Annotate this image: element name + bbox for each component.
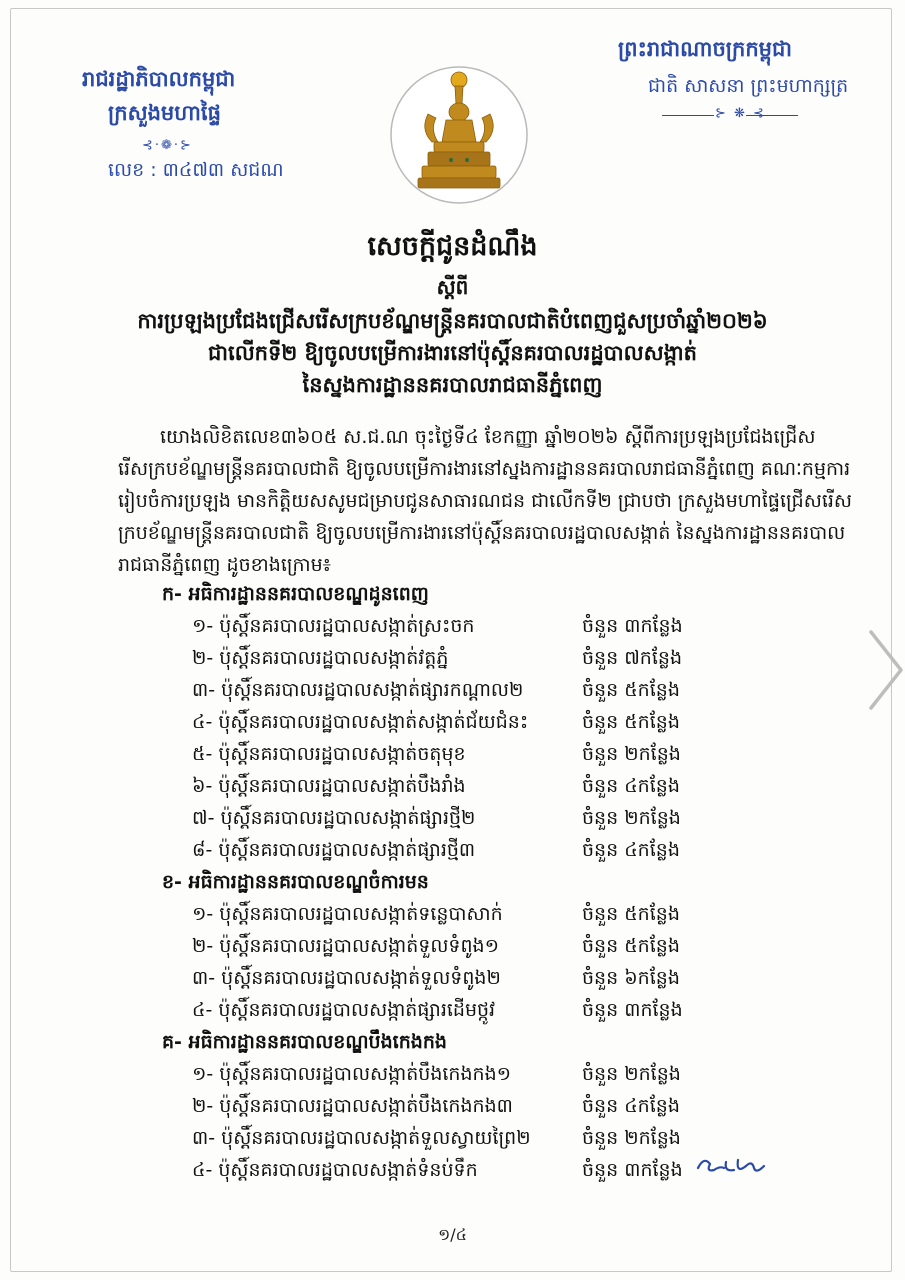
list-item-count: ចំនួន ២កន្លែង [582, 807, 681, 829]
government-name: រាជរដ្ឋាភិបាលកម្ពុជា [82, 67, 236, 91]
list-item: ១- ប៉ុស្តិ៍នគរបាលរដ្ឋបាលសង្កាត់ស្រះចក [192, 615, 475, 637]
notice-title: សេចក្តីជូនដំណឹង [367, 231, 538, 262]
notice-about: ស្តីពី [436, 275, 469, 299]
kingdom-name: ព្រះរាជាណាចក្រកម្ពុជា [618, 37, 793, 61]
body-line-5: រាជធានីភ្នំពេញ ដូចខាងក្រោម៖ [118, 554, 332, 576]
list-item: ៥- ប៉ុស្តិ៍នគរបាលរដ្ឋបាលសង្កាត់ចតុមុខ [192, 743, 466, 765]
list-item-count: ចំនួន ៧កន្លែង [582, 647, 683, 669]
page-number: ១/៤ [438, 1225, 467, 1244]
body-line-4: ក្របខ័ណ្ឌមន្ត្រីនគរបាលជាតិ ឱ្យចូលបម្រើការងារនៅប៉ុស្តិ៍នគរបាលរដ្ឋបាលសង្កាត់ នៃស្នងការដ្ឋាននគរបាល [118, 522, 846, 544]
list-item: ៤- ប៉ុស្តិ៍នគរបាលរដ្ឋបាលសង្កាត់ទំនប់ទឹក [192, 1159, 478, 1181]
list-item-count: ចំនួន ៥កន្លែង [582, 935, 680, 957]
list-item: ៧- ប៉ុស្តិ៍នគរបាលរដ្ឋបាលសង្កាត់ផ្សារថ្មី២ [192, 807, 476, 829]
section-heading: គ- អធិការដ្ឋាននគរបាលខណ្ឌបឹងកេងកង [162, 1031, 447, 1053]
list-item-count: ចំនួន ៦កន្លែង [582, 967, 680, 989]
list-item-count: ចំនួន ៥កន្លែង [582, 711, 680, 733]
list-item: ៣- ប៉ុស្តិ៍នគរបាលរដ្ឋបាលសង្កាត់ទួលស្វាយព្រៃ២ [192, 1127, 531, 1149]
list-item-count: ចំនួន ២កន្លែង [582, 1127, 681, 1149]
list-item: ២- ប៉ុស្តិ៍នគរបាលរដ្ឋបាលសង្កាត់វត្តភ្នំ [192, 647, 449, 669]
body-line-1: យោងលិខិតលេខ៣៦០៥ ស.ជ.ណ ចុះថ្ងៃទី៤ ខែកញ្ញា ឆ្នាំ២០២៦ ស្តីពីការប្រឡងប្រជែងជ្រើស [160, 426, 816, 448]
list-item: ៤- ប៉ុស្តិ៍នគរបាលរដ្ឋបាលសង្កាត់ផ្សារដើមថ្កូវ [192, 999, 496, 1021]
section-heading: ខ- អធិការដ្ឋាននគរបាលខណ្ឌចំការមន [162, 871, 429, 893]
list-item-count: ចំនួន ៤កន្លែង [582, 1095, 680, 1117]
signature-initials-icon [694, 1150, 774, 1180]
list-item-count: ចំនួន ៣កន្លែង [582, 1159, 683, 1181]
list-item-count: ចំនួន ៤កន្លែង [582, 839, 680, 861]
list-item: ១- ប៉ុស្តិ៍នគរបាលរដ្ឋបាលសង្កាត់ទន្លេបាសាក់ [192, 903, 503, 925]
subject-line-2: ជាលើកទី២ ឱ្យចូលបម្រើការងារនៅប៉ុស្តិ៍នគរបាលរដ្ឋបាលសង្កាត់ [208, 341, 697, 365]
list-item: ២- ប៉ុស្តិ៍នគរបាលរដ្ឋបាលសង្កាត់បឹងកេងកង៣ [192, 1095, 513, 1117]
body-line-2: រើសក្របខ័ណ្ឌមន្ត្រីនគរបាលជាតិ ឱ្យចូលបម្រើការងារនៅស្នងការដ្ឋាននគរបាលរាជធានីភ្នំពេញ គណៈកម្មការ [118, 458, 851, 480]
list-item-count: ចំនួន ៥កន្លែង [582, 903, 680, 925]
list-item: ៣- ប៉ុស្តិ៍នគរបាលរដ្ឋបាលសង្កាត់ទួលទំពូង២ [192, 967, 501, 989]
list-item-count: ចំនួន ៣កន្លែង [582, 999, 683, 1021]
list-item: ៤- ប៉ុស្តិ៍នគរបាលរដ្ឋបាលសង្កាត់សង្កាត់ជ័យជំនះ [192, 711, 529, 733]
reference-number: លេខ : ៣៤៧៣ សជណ [108, 159, 284, 181]
list-item-count: ចំនួន ២កន្លែង [582, 743, 681, 765]
royal-emblem-icon [388, 64, 530, 206]
ministry-name: ក្រសួងមហាផ្ទៃ [108, 101, 221, 125]
list-item: ៦- ប៉ុស្តិ៍នគរបាលរដ្ឋបាលសង្កាត់បឹងរាំង [192, 775, 466, 797]
list-item-count: ចំនួន ៣កន្លែង [582, 615, 683, 637]
right-ornament: ⊱ ❋ ⊰ [662, 109, 798, 121]
section-heading: ក- អធិការដ្ឋាននគរបាលខណ្ឌដូនពេញ [162, 583, 429, 605]
chevron-right-icon[interactable] [865, 628, 905, 712]
list-item: ១- ប៉ុស្តិ៍នគរបាលរដ្ឋបាលសង្កាត់បឹងកេងកង១ [192, 1063, 512, 1085]
list-item: ៣- ប៉ុស្តិ៍នគរបាលរដ្ឋបាលសង្កាត់ផ្សារកណ្តាល២ [192, 679, 524, 701]
national-motto: ជាតិ សាសនា ព្រះមហាក្សត្រ [648, 75, 849, 97]
subject-line-1: ការប្រឡងប្រជែងជ្រើសរើសក្របខ័ណ្ឌមន្ត្រីនគរបាលជាតិបំពេញជួសប្រចាំឆ្នាំ២០២៦ [137, 309, 768, 333]
list-item: ៨- ប៉ុស្តិ៍នគរបាលរដ្ឋបាលសង្កាត់ផ្សារថ្មី៣ [192, 839, 476, 861]
list-item: ២- ប៉ុស្តិ៍នគរបាលរដ្ឋបាលសង្កាត់ទួលទំពូង១ [192, 935, 499, 957]
subject-line-3: នៃស្នងការដ្ឋាននគរបាលរាជធានីភ្នំពេញ [302, 373, 603, 397]
list-item-count: ចំនួន ២កន្លែង [582, 1063, 681, 1085]
list-item-count: ចំនួន ៤កន្លែង [582, 775, 680, 797]
body-line-3: រៀបចំការប្រឡង មានកិត្តិយសសូមជម្រាបជូនសាធារណជន ជាលើកទី២ ជ្រាបថា ក្រសួងមហាផ្ទៃជ្រើសរើស [118, 490, 852, 512]
list-item-count: ចំនួន ៥កន្លែង [582, 679, 680, 701]
left-ornament: ⊰·❁·⊱ [142, 138, 193, 153]
